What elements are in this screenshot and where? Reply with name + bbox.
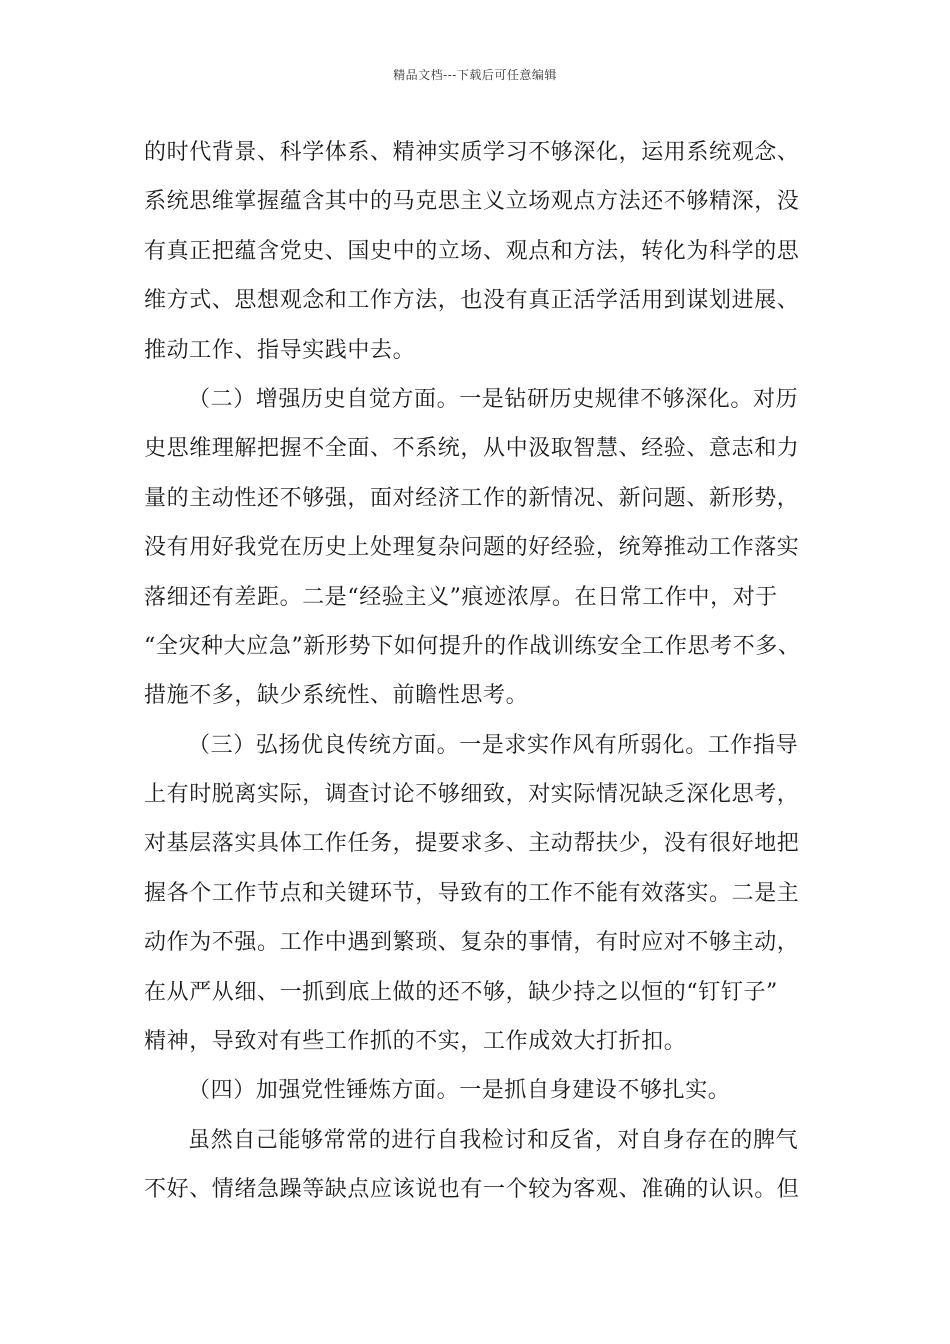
text-line: 的时代背景、科学体系、精神实质学习不够深化，运用系统观念、 — [144, 140, 800, 165]
text-line: 在从严从细、一抓到底上做的还不够，缺少持之以恒的“钉钉子” — [144, 979, 778, 1005]
text-line: 对基层落实具体工作任务，提要求多、主动帮扶少，没有很好地把 — [144, 831, 800, 857]
text-line: 系统思维掌握蕴含其中的马克思主义立场观点方法还不够精深，没 — [144, 189, 800, 215]
text-line: 有真正把蕴含党史、国史中的立场、观点和方法，转化为科学的思 — [144, 238, 800, 264]
text-line: 动作为不强。工作中遇到繁琐、复杂的事情，有时应对不够主动， — [144, 930, 800, 956]
paragraph-start-line: 虽然自己能够常常的进行自我检讨和反省，对自身存在的脾气 — [188, 1127, 799, 1153]
section-heading-line: （二）增强历史自觉方面。一是钻研历史规律不够深化。对历 — [188, 386, 799, 412]
text-line: 量的主动性还不够强，面对经济工作的新情况、新问题、新形势， — [144, 485, 800, 511]
text-line: 精神，导致对有些工作抓的不实，工作成效大打折扣。 — [144, 1029, 687, 1055]
text-line: 推动工作、指导实践中去。 — [144, 337, 416, 363]
text-line: 史思维理解把握不全面、不系统，从中汲取智慧、经验、意志和力 — [144, 436, 800, 462]
page-header: 精品文档---下载后可任意编辑 — [393, 68, 557, 82]
text-line: 握各个工作节点和关键环节，导致有的工作不能有效落实。二是主 — [144, 880, 800, 906]
text-line: 维方式、思想观念和工作方法，也没有真正活学活用到谋划进展、 — [144, 288, 800, 314]
text-line: 措施不多，缺少系统性、前瞻性思考。 — [144, 683, 529, 709]
text-line: “全灾种大应急”新形势下如何提升的作战训练安全工作思考不多、 — [144, 633, 801, 659]
section-heading-line: （三）弘扬优良传统方面。一是求实作风有所弱化。工作指导 — [188, 732, 799, 758]
text-line: 没有用好我党在历史上处理复杂问题的好经验，统筹推动工作落实 — [144, 535, 800, 561]
text-line: 不好、情绪急躁等缺点应该说也有一个较为客观、准确的认识。但 — [144, 1177, 800, 1203]
text-line: 落细还有差距。二是“经验主义”痕迹浓厚。在日常工作中，对于 — [144, 584, 778, 610]
document-body — [144, 128, 824, 1215]
text-line: 上有时脱离实际，调查讨论不够细致，对实际情况缺乏深化思考， — [144, 782, 800, 808]
section-heading-line: （四）加强党性锤炼方面。一是抓自身建设不够扎实。 — [188, 1078, 731, 1104]
